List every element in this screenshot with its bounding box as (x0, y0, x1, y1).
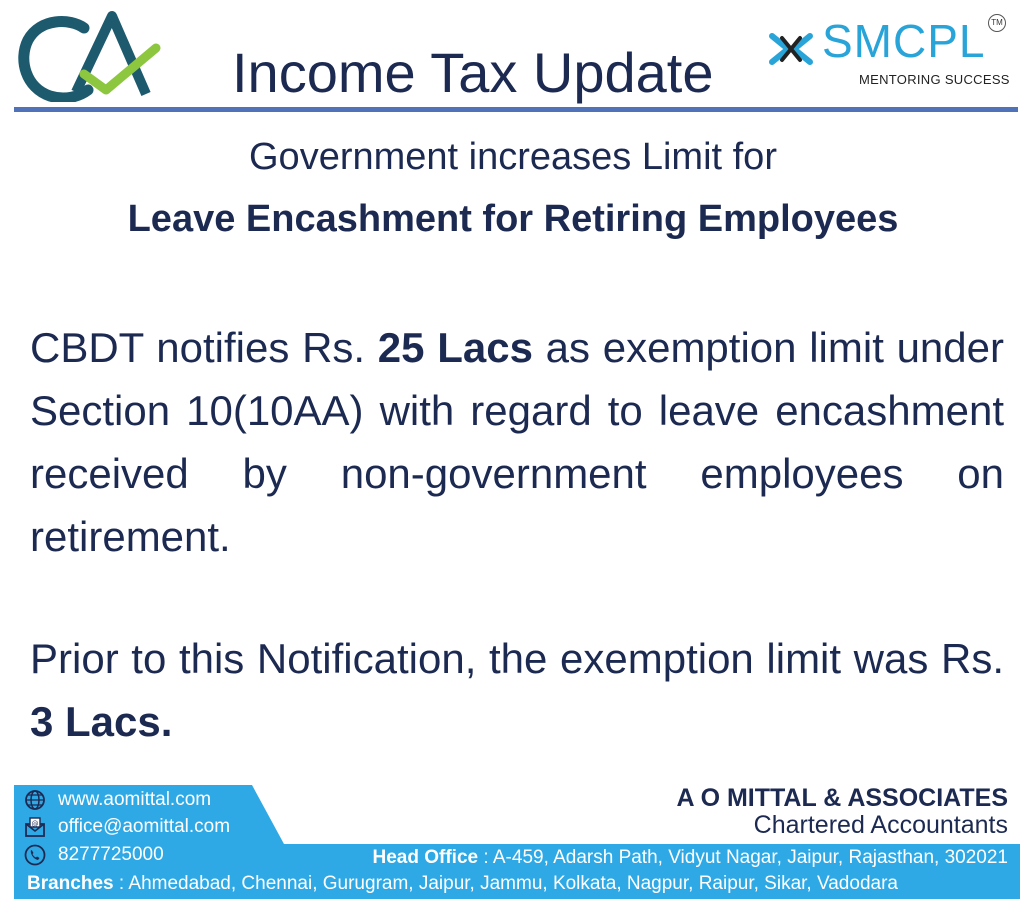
head-office-address (373, 846, 1009, 870)
branches-label: Branches (27, 873, 114, 894)
svg-text:@: @ (31, 820, 39, 828)
para1-suffix: as exemption limit under Section 10(10AA) with regard to leave encashment received by non-government employees on retirement. (30, 324, 1004, 560)
para2-prefix: Prior to this Notification, the exemption limit was Rs. (30, 635, 1004, 682)
smcpl-tagline: MENTORING SUCCESS (859, 72, 1010, 87)
phone-number[interactable]: 8277725000 (58, 844, 164, 865)
email-link[interactable]: office@aomittal.com (58, 816, 231, 837)
smcpl-x-mark-icon (766, 24, 816, 74)
globe-icon (24, 789, 46, 811)
new-limit-amount: 25 Lacs (377, 324, 533, 371)
trademark-symbol: TM (988, 14, 1006, 32)
website-link[interactable]: www.aomittal.com (58, 789, 212, 810)
contact-phone[interactable] (24, 842, 164, 868)
branches-text: : Ahmedabad, Chennai, Gurugram, Jaipur, Jammu, Kolkata, Nagpur, Raipur, Sikar, Vadodara (113, 873, 898, 894)
notification-paragraph (30, 316, 1004, 568)
email-icon (24, 816, 46, 838)
headline-line-2: Leave Encashment for Retiring Employees (127, 198, 899, 240)
prior-limit-paragraph (30, 627, 1004, 753)
head-office-label: Head Office (372, 847, 479, 868)
head-office-text: : A-459, Adarsh Path, Vidyut Nagar, Jaipur, Rajasthan, 302021 (478, 847, 1008, 868)
phone-icon (24, 844, 46, 866)
para1-prefix: CBDT notifies Rs. (30, 324, 378, 371)
contact-email[interactable] (24, 814, 230, 840)
page-title: Income Tax Update (232, 41, 714, 104)
old-limit-amount: 3 Lacs. (30, 698, 173, 745)
firm-name: A O MITTAL & ASSOCIATES (676, 784, 1008, 812)
firm-description: Chartered Accountants (753, 811, 1008, 839)
ca-logo (14, 10, 164, 102)
contact-website[interactable] (24, 787, 211, 813)
smcpl-logo (760, 14, 1010, 94)
headline-line-1: Government increases Limit for (249, 136, 777, 178)
smcpl-wordmark: SMCPL (822, 15, 986, 67)
branches-list (27, 872, 898, 896)
header-divider (14, 107, 1018, 112)
